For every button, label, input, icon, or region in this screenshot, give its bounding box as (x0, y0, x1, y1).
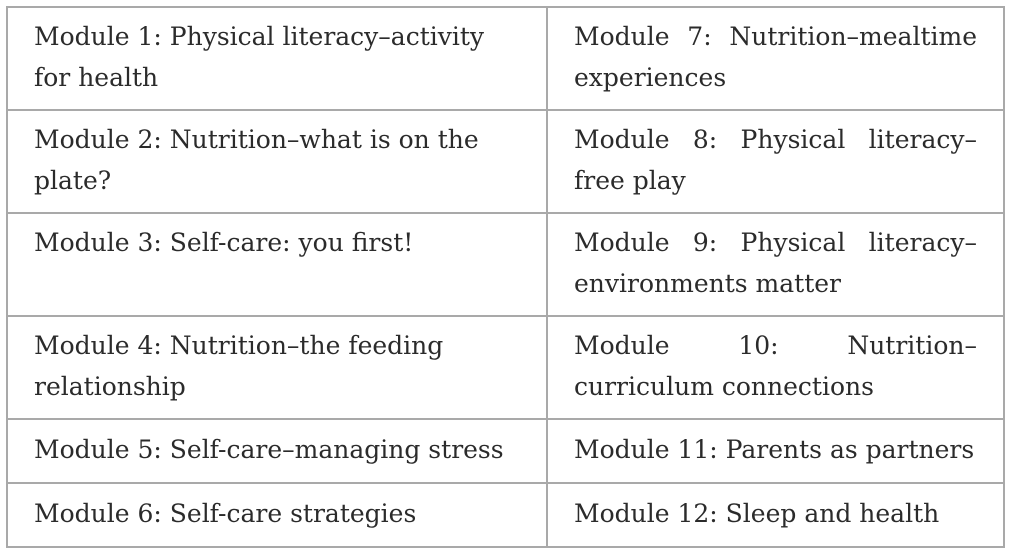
table-row (7, 213, 1004, 316)
table-cell: Module 9: Physical literacy–environments matter (547, 213, 1004, 316)
table-cell: Module 5: Self-care–managing stress (7, 419, 547, 483)
table-cell: Module 12: Sleep and health (547, 483, 1004, 547)
table-cell: Module 1: Physical literacy–activity for health (7, 7, 547, 110)
modules-table (6, 6, 1005, 548)
table-cell: Module 4: Nutrition–the feeding relationship (7, 316, 547, 419)
table-cell: Module 8: Physical literacy–free play (547, 110, 1004, 213)
table-cell: Module 7: Nutrition–mealtime experiences (547, 7, 1004, 110)
table-row (7, 483, 1004, 547)
table-cell: Module 2: Nutrition–what is on the plate? (7, 110, 547, 213)
table-cell: Module 10: Nutrition–curriculum connections (547, 316, 1004, 419)
table-cell: Module 11: Parents as partners (547, 419, 1004, 483)
table-row (7, 7, 1004, 110)
table-cell: Module 6: Self-care strategies (7, 483, 547, 547)
table-row (7, 316, 1004, 419)
table-row (7, 419, 1004, 483)
table-cell: Module 3: Self-care: you first! (7, 213, 547, 316)
table-row (7, 110, 1004, 213)
